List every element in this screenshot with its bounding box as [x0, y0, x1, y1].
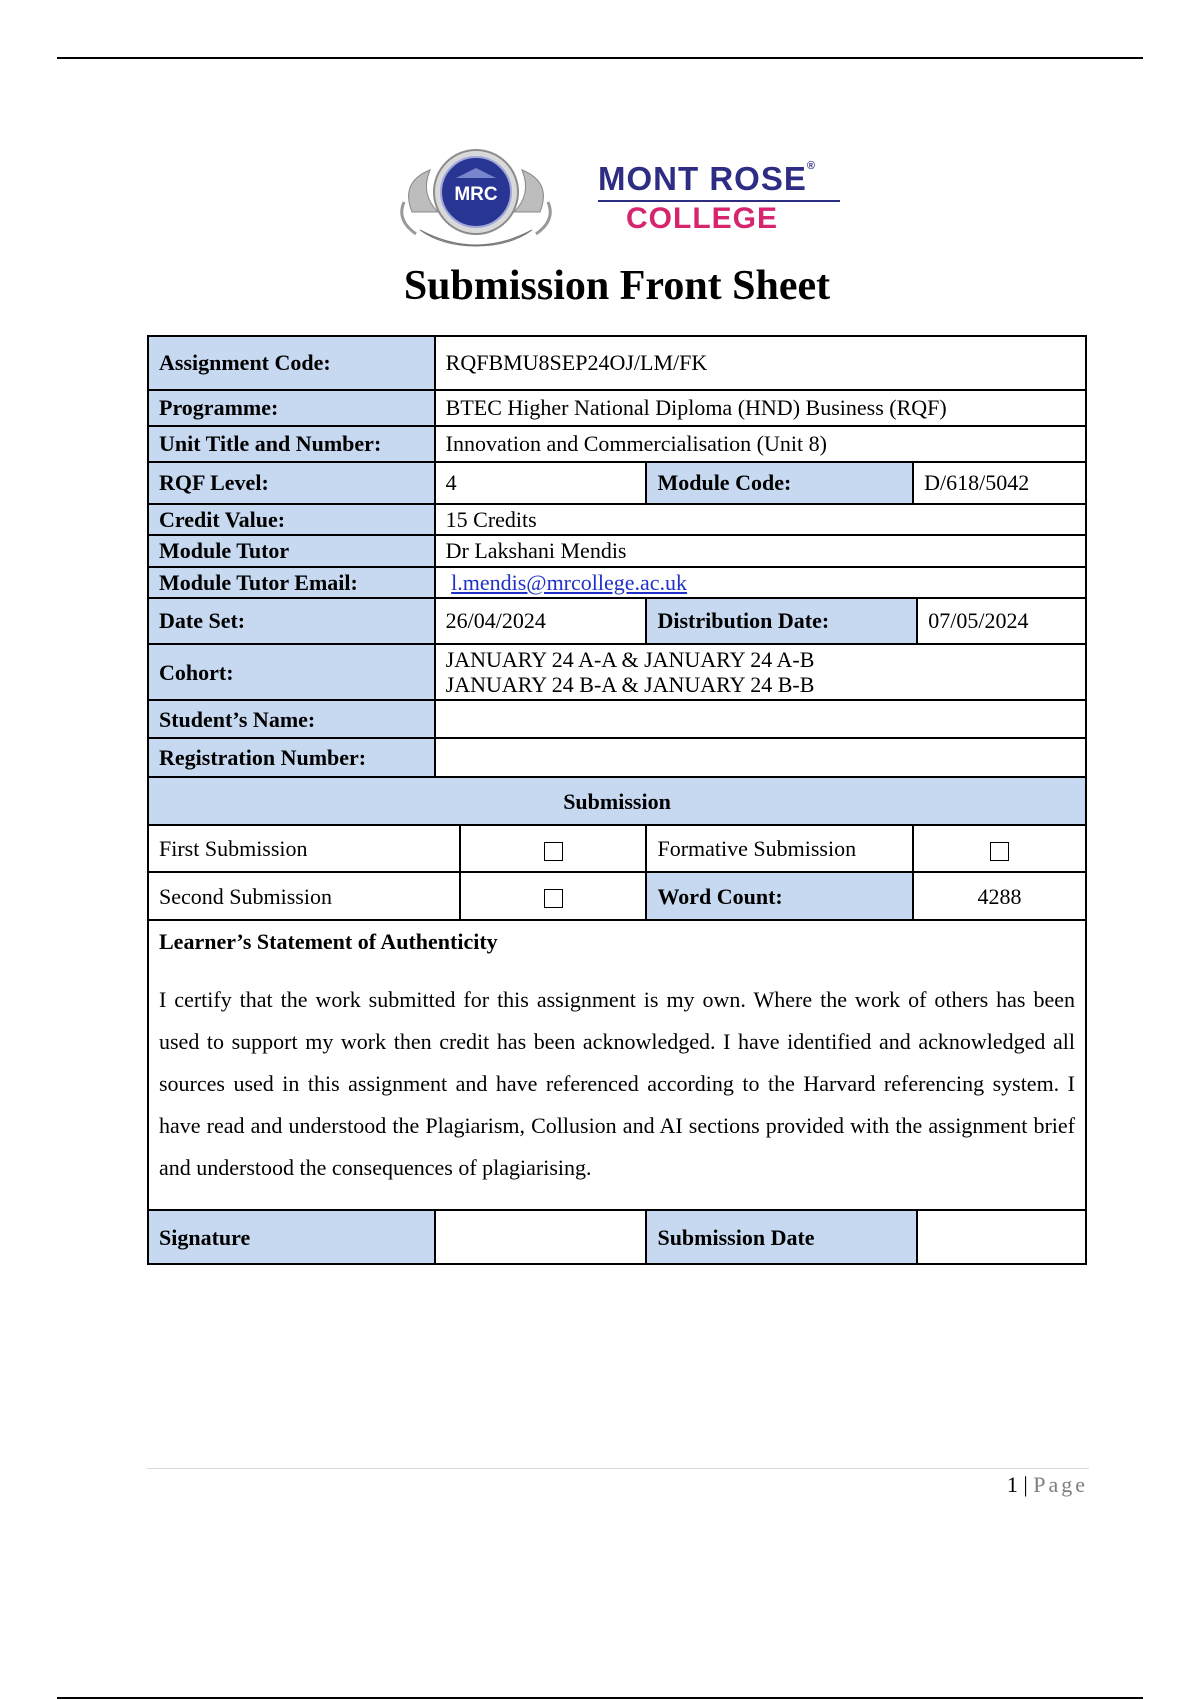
bottom-rule	[57, 1697, 1143, 1699]
submission-header: Submission	[148, 777, 1086, 825]
college-logo	[390, 142, 850, 254]
programme-value: BTEC Higher National Diploma (HND) Business (RQF)	[435, 390, 1086, 426]
rqf-level-label: RQF Level:	[148, 462, 435, 504]
formative-submission-checkbox[interactable]	[990, 842, 1009, 861]
row-cohort	[148, 644, 1086, 701]
module-tutor-value: Dr Lakshani Mendis	[435, 535, 1086, 566]
row-student-name	[148, 700, 1086, 738]
emblem-text: MRC	[454, 184, 498, 205]
cohort-value	[435, 644, 1086, 701]
row-first-submission	[148, 825, 1086, 872]
registered-mark: ®	[806, 160, 816, 172]
cohort-line-2: JANUARY 24 B-A & JANUARY 24 B-B	[445, 672, 815, 698]
second-submission-checkbox[interactable]	[544, 889, 563, 908]
first-submission-checkbox[interactable]	[544, 842, 563, 861]
assignment-code-value: RQFBMU8SEP24OJ/LM/FK	[435, 336, 1086, 390]
unit-label: Unit Title and Number:	[148, 426, 435, 462]
row-dates	[148, 598, 1086, 644]
first-submission-label: First Submission	[148, 825, 435, 872]
unit-value: Innovation and Commercialisation (Unit 8)	[435, 426, 1086, 462]
statement-heading: Learner’s Statement of Authenticity	[159, 929, 498, 955]
rqf-level-value: 4	[435, 462, 647, 504]
distribution-date-label: Distribution Date:	[646, 598, 917, 644]
word-count-value: 4288	[913, 872, 1086, 920]
row-registration	[148, 738, 1086, 777]
registration-value[interactable]	[435, 738, 1086, 777]
row-second-submission	[148, 872, 1086, 920]
date-set-label: Date Set:	[148, 598, 435, 644]
row-rqf-level	[148, 462, 1086, 504]
page-separator: |	[1023, 1472, 1028, 1497]
row-unit	[148, 426, 1086, 462]
row-tutor-email	[148, 567, 1086, 598]
page-title: Submission Front Sheet	[403, 263, 831, 309]
signature-value[interactable]	[435, 1210, 647, 1264]
college-name-line2: COLLEGE	[626, 202, 779, 235]
row-programme	[148, 390, 1086, 426]
row-signoff	[148, 1210, 1086, 1264]
second-submission-label: Second Submission	[148, 872, 435, 920]
student-name-label: Student’s Name:	[148, 700, 435, 738]
module-tutor-label: Module Tutor	[148, 535, 435, 566]
footer-rule	[147, 1468, 1089, 1469]
tutor-email-label: Module Tutor Email:	[148, 567, 435, 598]
college-emblem	[390, 142, 562, 254]
row-credit-value	[148, 504, 1086, 535]
front-sheet-table	[147, 335, 1087, 1265]
row-assignment-code	[148, 336, 1086, 390]
signature-label: Signature	[148, 1210, 435, 1264]
page-footer	[1007, 1472, 1088, 1498]
credit-value-label: Credit Value:	[148, 504, 435, 535]
assignment-code-label: Assignment Code:	[148, 336, 435, 390]
module-code-value: D/618/5042	[913, 462, 1086, 504]
row-statement	[148, 920, 1086, 1210]
programme-label: Programme:	[148, 390, 435, 426]
cohort-label: Cohort:	[148, 644, 435, 701]
cohort-line-1: JANUARY 24 A-A & JANUARY 24 A-B	[445, 646, 815, 672]
module-code-label: Module Code:	[646, 462, 913, 504]
submission-date-value[interactable]	[917, 1210, 1086, 1264]
statement-body: I certify that the work submitted for this assignment is my own. Where the work of others has been used to support my work then credit has been acknowledged. I have identified and acknowledged all sources used in this assignment and have referenced according to the Harvard referencing system. I have read and understood the Plagiarism, Collusion and AI sections provided with the assignment brief and understood the consequences of plagiarising.	[159, 986, 1075, 1180]
formative-submission-label: Formative Submission	[646, 825, 913, 872]
date-set-value: 26/04/2024	[435, 598, 647, 644]
statement-cell	[148, 920, 1086, 1210]
page-word: Page	[1033, 1472, 1088, 1497]
row-submission-header	[148, 777, 1086, 825]
college-name-line1: MONT ROSE	[598, 160, 807, 197]
distribution-date-value: 07/05/2024	[917, 598, 1086, 644]
row-module-tutor	[148, 535, 1086, 566]
credit-value: 15 Credits	[435, 504, 1086, 535]
page-number: 1	[1006, 1472, 1018, 1497]
top-rule	[57, 57, 1143, 59]
submission-date-label: Submission Date	[646, 1210, 917, 1264]
registration-label: Registration Number:	[148, 738, 435, 777]
student-name-value[interactable]	[435, 700, 1086, 738]
tutor-email-link[interactable]: l.mendis@mrcollege.ac.uk	[451, 569, 688, 595]
word-count-label: Word Count:	[646, 872, 913, 920]
